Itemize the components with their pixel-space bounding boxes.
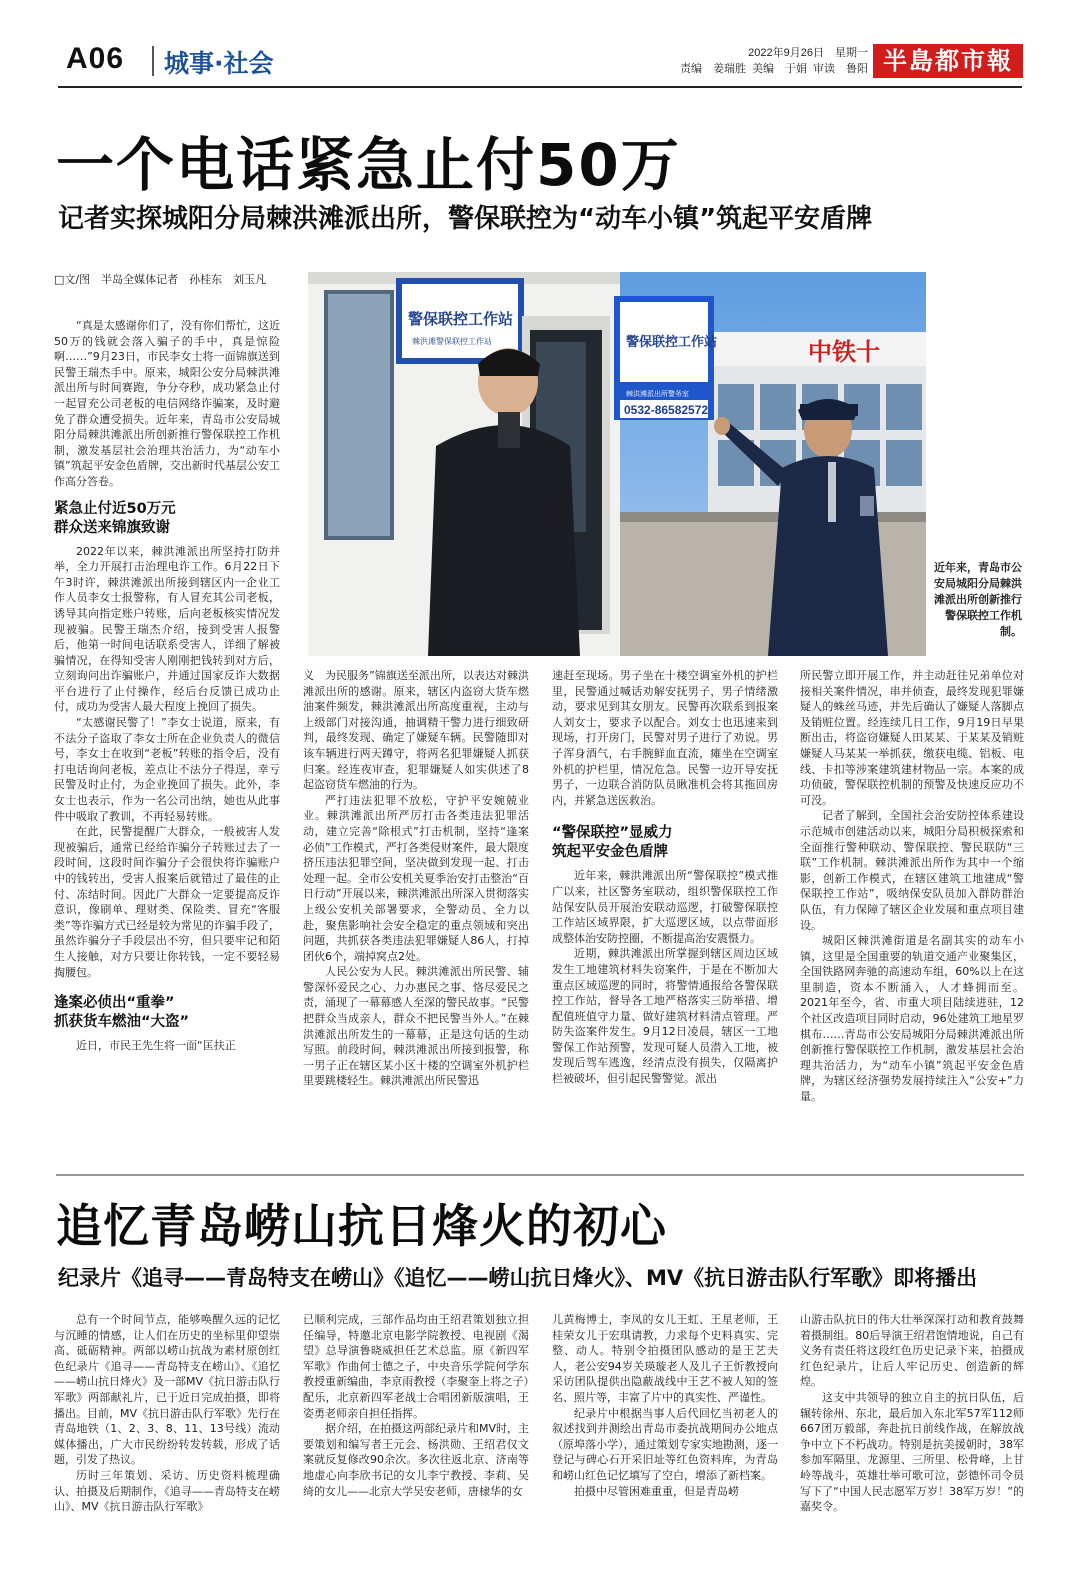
editor-credit: 审读 鲁阳 [813,62,868,75]
paragraph: 山游击队抗日的伟大壮举深深打动和教育鼓舞着摄制组。80后导演王绍君饱情地说，自己有义务有责任将这段红色历史记录下来，拍摄成红色纪录片，让后人牢记历史、创造新的辉煌。 [800,1313,1024,1389]
article2-column-1 [54,1312,280,1515]
article-column-1 [54,318,280,1054]
article-column-4 [800,668,1024,1105]
article2-column-2 [303,1312,529,1499]
paragraph: 2022年以来，棘洪滩派出所坚持打防并举，全力开展打击治理电诈工作。6月22日下午3时许，棘洪滩派出所接到辖区内一企业工作人员李女士报警称，有人冒充其公司老板，诱导其向指定账户转账，后向老板核实情况发现被骗。民警王瑞杰介绍，接到受害人报警后，他第一时间电话联系受害人，详细了解被骗情况，在得知受害人刚刚把钱转到对方后，立刻询问出诈骗账户，并通过国家反诈大数据平台进行了止付操作，经后台反馈已成功止付，成功为受害人最大程度上挽回了损失。 [54,544,280,714]
header-rule [58,86,1022,88]
building-sign: 中铁十 [808,338,880,366]
article-column-2 [303,668,529,1089]
paragraph: 总有一个时间节点，能够唤醒久远的记忆与沉睡的情感，让人们在历史的坐标里仰望崇高、砥砺精神。两部以崂山抗战为素材原创红色纪录片《追寻——青岛特支在崂山》、《追忆——崂山抗日烽火》及一部MV《抗日游击队行军歌》两部献礼片，已于近日完成拍摄，即将播出。目前，MV《抗日游击队行军歌》先行在青岛地铁（1、2、3、8、11、13号线）流动媒体播出，广大市民纷纷转发转载，形成了话题，引发了热议。 [54,1313,281,1467]
paragraph: 近期，棘洪滩派出所掌握到辖区周边区域发生工地建筑材料失窃案件，于是在不断加大重点区域巡逻的同时，将警情通报给各警保联控工作站，督导各工地严格落实三防举措、增配值班值守力量、做好建筑材料清点管理。严防失盗案件发生。9月12日凌晨，辖区一工地警保工作站预警，发现可疑人员潜入工地，被发现后驾车逃逸，经清点没有损失，仅隔离护栏被破坏，但引起民警警觉。派出 [552,947,778,1086]
editor-list [656,61,868,76]
article-headline: 追忆青岛崂山抗日烽火的初心 [56,1199,667,1253]
issue-date: 2022年9月26日 星期一 [748,47,868,59]
hanging-sign-subtitle: 棘洪滩派出所警务室 [626,390,689,398]
paragraph: 已顺利完成，三部作品均由王绍君策划独立担任编导，特邀北京电影学院教授、电视剧《渴望》总导演鲁晓威担任艺术总监。原《新四军军歌》作曲何士德之子，中央音乐学院何学东教授重新编曲，李京雨教授（李聚奎上将之子）配乐，北京新四军老战士合唱团新版演唱，王姿勇老师亲自担任指挥。 [303,1313,529,1420]
article-divider [56,1174,1024,1176]
editor-credit: 责编 姜瑞胜 [680,62,746,75]
photo-caption: 近年来，青岛市公安局城阳分局棘洪滩派出所创新推行警保联控工作机制。 [934,561,1022,638]
section-heading: “警保联控”显威力 筑起平安金色盾牌 [552,825,673,861]
byline: □文/图 半岛全媒体记者 孙桂东 刘玉凡 [54,273,267,286]
paragraph: 义 为民服务”锦旗送至派出所，以表达对棘洪滩派出所的感谢。原来，辖区内盗窃大货车燃油案件频发，棘洪滩派出所高度重视，主动与上级部门对接沟通，抽调精干警力进行细致研判，最终发现、确定了嫌疑车辆。民警随即对该车辆进行两天蹲守，将两名犯罪嫌疑人抓获归案。经连夜审查，犯罪嫌疑人如实供述了8起盗窃货车燃油的行为。 [303,669,529,792]
hanging-sign-title: 警保联控工作站 [626,335,718,350]
paragraph: 所民警立即开展工作，并主动赶往兄弟单位对接相关案件情况，串并侦查，最终发现犯罪嫌疑人的蛛丝马迹，并先后确认了嫌疑人落脚点及销赃位置。经连续几日工作，9月19日早果断出击，将盗窃嫌疑人田某某、于某某及销赃嫌疑人马某某一举抓获，缴获电缆、铝板、电线、卡扣等涉案建筑建材物品一宗。本案的成功侦破，警保联控机制的预警及快速反应功不可没。 [800,669,1024,807]
article-column-3 [552,668,778,1087]
news-photo [308,272,926,656]
paragraph: “太感谢民警了！”李女士说道，原来，有不法分子盗取了李女士所在企业负责人的微信号，李女士在收到“老板”转账的指令后，没有打电话询问老板，差点让不法分子得逞，幸亏民警及时止付，为企业挽回了损失。此外，李女士也表示，作为一名公司出纳，她也从此事件中吸取了教训，不再轻易转账。 [54,716,280,823]
paragraph: 据介绍，在拍摄这两部纪录片和MV时，主要策划和编写者王元会、杨洪勋、王绍君仅文案就反复修改90余次。多次往返北京、济南等地虚心向李欣书记的女儿李宁教授、李莉、吴绮的女儿——北京大学吴安老师，唐棣华的女 [303,1422,530,1498]
paragraph: 拍摄中尽管困难重重，但是青岛崂 [574,1484,739,1498]
hanging-sign-phone: 0532-86582572 [624,403,709,417]
paragraph: 速赶至现场。男子坐在十楼空调室外机的护栏里，民警通过喊话劝解安抚男子，男子情绪激动，要求见到其女朋友。民警再次联系到报案人刘女士，要求予以配合。刘女士也迅速来到现场，打开房门，民警对男子进行了劝说。男子浑身酒气，右手腕鲜血直流，瘫坐在空调室外机的护栏里，情况危急。民警一边开导安抚男子，一边联合消防队员瞅准机会将其拖回房内，并紧急送医救治。 [552,669,778,807]
paragraph: 在此，民警提醒广大群众，一般被害人发现被骗后，通常已经给诈骗分子转账过去了一段时间，这段时间诈骗分子会很快将诈骗账户中的钱转出，受害人报案后就错过了最佳的止付、冻结时间。因此广大群众一定要提高反诈意识，像刷单、理财类、保险类、冒充“客服类”等诈骗方式已经是较为常见的诈骗手段了，虽然诈骗分子手段层出不穷，但只要牢记和陌生人接触，对方只要让你转钱，一定不要轻易掏腰包。 [54,825,280,979]
booth-sign-title: 警保联控工作站 [408,310,514,328]
newspaper-logo: 半島都市報 [873,44,1023,78]
page-header [0,0,1080,90]
paragraph: 记者了解到，全国社会治安防控体系建设示范城市创建活动以来，城阳分局积极探索和全面推行警种联动、警保联控、警民联防“三联”工作机制。棘洪滩派出所作为其中一个缩影，创新工作模式，在辖区建筑工地建成“警保联控工作站”，吸纳保安队员加入群防群治队伍，有力保障了辖区企业发展和重点项目建设。 [800,809,1024,932]
booth-sign-subtitle: 棘洪滩警保联控工作站 [412,337,492,346]
article2-column-4 [800,1312,1024,1515]
page-number: A06 [66,42,125,75]
article2-column-3 [552,1312,778,1499]
article-headline: 一个电话紧急止付50万 [56,131,681,199]
paragraph: 这支中共领导的独立自主的抗日队伍，后辗转徐州、东北，最后加入东北军57军112师667团万毅部，奔赴抗日前线作战，在解放战争中立下不朽战功。特别是抗美援朝时，38军参加军隔里、龙源里、三所里、松骨峰，上甘岭等战斗，英雄壮举可歌可泣，彭德怀司令员写下了“中国人民志愿军万岁！38军万岁！”的嘉奖令。 [800,1390,1024,1514]
paragraph: 历时三年策划、采访、历史资料梳理确认、拍摄及后期制作，《追寻——青岛特支在崂山》、MV《抗日游击队行军歌》 [54,1468,280,1514]
section-heading: 逢案必侦出“重拳” 抓获货车燃油“大盗” [54,995,190,1031]
paragraph: 严打违法犯罪不放松，守护平安婉兢业业。棘洪滩派出所严厉打击各类违法犯罪活动，建立完善“除根式”打击机制，坚持“逢案必侦”工作模式，严打各类侵财案件，最大限度挤压违法犯罪空间，坚决做到发现一起、打击处理一起。全市公安机关夏季治安打击整治“百日行动”开展以来，棘洪滩派出所深入贯彻落实上级公安机关部署要求，全警动员、全力以赴，聚焦影响社会安全稳定的重点领域和突出问题，共抓获各类违法犯罪嫌疑人86人，打掉团伙6个，端掉窝点2处。 [303,793,529,963]
paragraph: 儿黄梅博士，李凤的女儿王虹、王星老师，王桂荣女儿于宏琪请教，力求每个史料真实、完整、动人。特别令拍摄团队感动的是王艺夫人，老公安94岁关瑛璇老人及儿子王忻教授向采访团队提供出隐蔽战线中王艺不被人知的签名、照片等，丰富了片中的真实性、严谨性。 [552,1313,778,1404]
paragraph: 城阳区棘洪滩街道是名副其实的动车小镇，这里是全国重要的轨道交通产业聚集区，全国铁路网奔驰的高速动车组，60%以上在这里制造，资本不断涌入，人才蜂拥而至。2021年至今，省、市重大项目陆续进驻，12个社区改造项目同时启动，96处建筑工地星罗棋布……青岛市公安局城阳分局棘洪滩派出所创新推行警保联控工作机制，激发基层社会治理共治活力，为“动车小镇”筑起平安金色盾牌，为辖区经济强势发展持续注入“公安+”力量。 [800,934,1024,1104]
article-subheadline: 纪录片《追寻——青岛特支在崂山》《追忆——崂山抗日烽火》、MV《抗日游击队行军歌》即将播出 [58,1266,978,1290]
edition-info [656,46,868,76]
section-heading: 紧急止付近50万元 群众送来锦旗致谢 [54,500,176,536]
paragraph: 人民公安为人民。棘洪滩派出所民警、辅警深怀爱民之心、力办惠民之事、恪尽爱民之责，涌现了一幕幕感人至深的警民故事。“民警把群众当成亲人，群众不把民警当外人。”在棘洪滩派出所发生的一幕幕，正是这句话的生动写照。前段时间，棘洪滩派出所接到报警，称一男子正在辖区某小区十楼的空调室外机护栏里要跳楼轻生。棘洪滩派出所民警迅 [303,965,529,1088]
editor-credit: 美编 于娟 [752,62,807,75]
paragraph: 近年来，棘洪滩派出所“警保联控”模式推广以来，社区警务室联动，组织警保联控工作站保安队员开展治安联动巡逻，打破警保联控工作站区域界限，扩大巡逻区域，以点带面形成整体治安防控圈，不断提高治安震慑力。 [552,869,778,945]
header-divider [152,46,154,76]
article-subheadline: 记者实探城阳分局棘洪滩派出所，警保联控为“动车小镇”筑起平安盾牌 [58,204,873,234]
section-title: 城事·社会 [164,49,274,78]
paragraph: 近日，市民王先生将一面“匡扶正 [76,1039,236,1053]
paragraph: 纪录片中根据当事人后代回忆当初老人的叙述找到并测绘出青岛市委抗战期间办公地点（原埠落小学），通过策划专家实地勘测，逐一登记与碑心石开采旧址等红色资料库，为青岛和崂山红色记忆填写了空白，增添了新档案。 [552,1406,778,1482]
article-intro: “真是太感谢你们了，没有你们帮忙，这近50万的钱就会落入骗子的手中，真是惊险啊……”9月23日，市民李女士将一面锦旗送到民警王瑞杰手中。原来，城阳公安分局棘洪滩派出所与时间赛跑，争分夺秒，成功紧急止付一起冒充公司老板的电信网络诈骗案，及时避免了群众遭受损失。近年来，青岛市公安局城阳分局棘洪滩派出所创新推行警保联控工作机制，激发基层社会治理共治活力，为“动车小镇”筑起平安金色盾牌，交出新时代基层公安工作高分答卷。 [54,319,280,488]
